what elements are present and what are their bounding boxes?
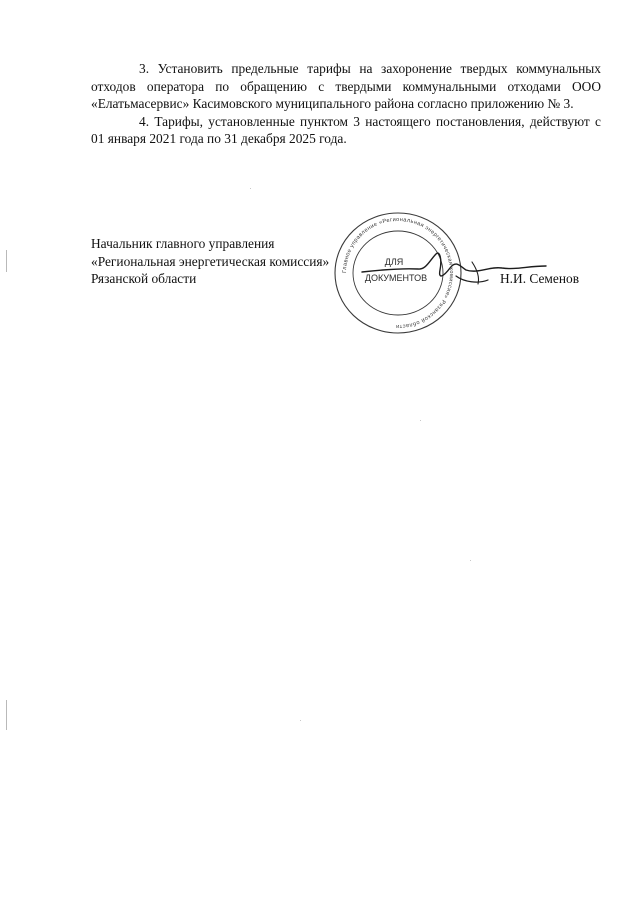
scan-speck	[250, 188, 251, 189]
signatory-position	[91, 235, 329, 288]
signatory-name: Н.И. Семенов	[500, 271, 580, 286]
scan-speck	[300, 720, 301, 721]
scan-artifact-mark	[6, 250, 7, 272]
paragraph-item-4: 4. Тарифы, установленные пунктом 3 настоящего постановления, действуют с 01 января 2021 года по 31 декабря 2025 года.	[91, 113, 601, 146]
signatory-position-line-1: Начальник главного управления	[91, 236, 275, 251]
paragraph-item-3: 3. Установить предельные тарифы на захоронение твердых коммунальных отходов оператора по обращению с твердыми коммунальными отходами ООО «Елатьмасервис» Касимовского муниципального района согласно приложению № 3.	[91, 61, 601, 111]
signatory-position-line-2: «Региональная энергетическая комиссия»	[91, 253, 330, 269]
stamp-center-text-2: ДОКУМЕНТОВ	[364, 273, 428, 283]
stamp-ring-text: Главное управление «Региональная энергетическая комиссия» Рязанской области	[341, 216, 455, 330]
scan-speck	[420, 420, 421, 421]
stamp-center-text-1: ДЛЯ	[384, 257, 404, 267]
scan-artifact-mark	[6, 700, 7, 730]
document-body	[91, 60, 601, 148]
signatory-position-line-3: Рязанской области	[91, 271, 197, 286]
scan-speck	[470, 560, 471, 561]
